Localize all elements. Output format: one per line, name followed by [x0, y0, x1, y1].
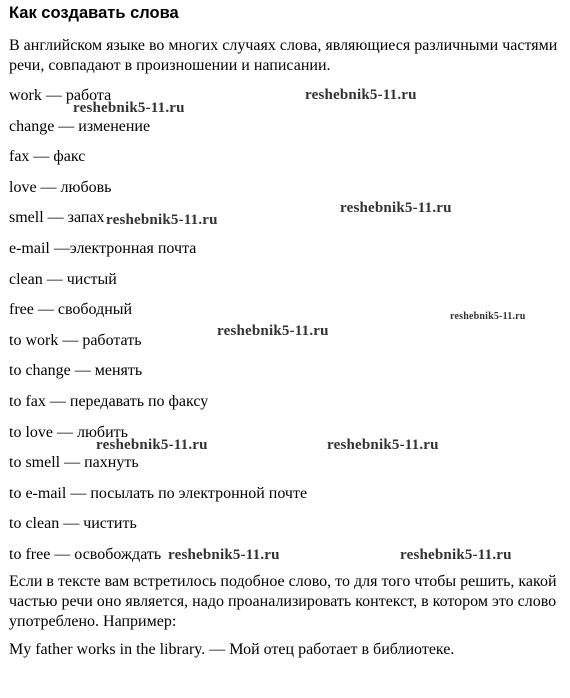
list-item: to free — освобождать	[9, 545, 162, 563]
page-title: Как создавать слова	[9, 4, 179, 22]
watermark: reshebnik5-11.ru	[217, 323, 329, 339]
example-sentence: My father works in the library. — Мой отец работает в библиотеке.	[9, 641, 455, 658]
list-item: to work — работать	[9, 331, 142, 349]
list-item: fax — факс	[9, 148, 86, 166]
watermark: reshebnik5-11.ru	[450, 311, 526, 322]
watermark: reshebnik5-11.ru	[106, 212, 218, 228]
list-item: e-mail —электронная почта	[9, 239, 197, 257]
watermark: reshebnik5-11.ru	[305, 87, 417, 103]
watermark: reshebnik5-11.ru	[400, 547, 512, 563]
list-item: smell — запах	[9, 209, 105, 227]
list-item: to e-mail — посылать по электронной почте	[9, 484, 308, 502]
watermark: reshebnik5-11.ru	[327, 437, 439, 453]
watermark: reshebnik5-11.ru	[73, 100, 185, 116]
list-item: clean — чистый	[9, 270, 117, 288]
watermark: reshebnik5-11.ru	[340, 200, 452, 216]
list-item: to fax — передавать по факсу	[9, 392, 209, 410]
list-item: to clean — чистить	[9, 515, 137, 533]
list-item: work — работа	[9, 87, 112, 104]
list-item: to change — менять	[9, 362, 143, 380]
watermark: reshebnik5-11.ru	[96, 437, 208, 453]
list-item: love — любовь	[9, 178, 112, 196]
list-item: free — свободный	[9, 301, 133, 319]
list-item: change — изменение	[9, 117, 151, 135]
list-item: to smell — пахнуть	[9, 454, 139, 472]
watermark: reshebnik5-11.ru	[168, 547, 280, 563]
list-item: to love — любить	[9, 423, 128, 441]
outro-paragraph: Если в тексте вам встретилось подобное слово, то для того чтобы решить, какой частью речи оно является, надо проанализировать контекст, в котором это слово употреблено. Например:	[9, 573, 557, 630]
intro-paragraph: В английском языке во многих случаях слова, являющиеся различными частями речи, совпадают в произношении и написании.	[9, 37, 558, 74]
